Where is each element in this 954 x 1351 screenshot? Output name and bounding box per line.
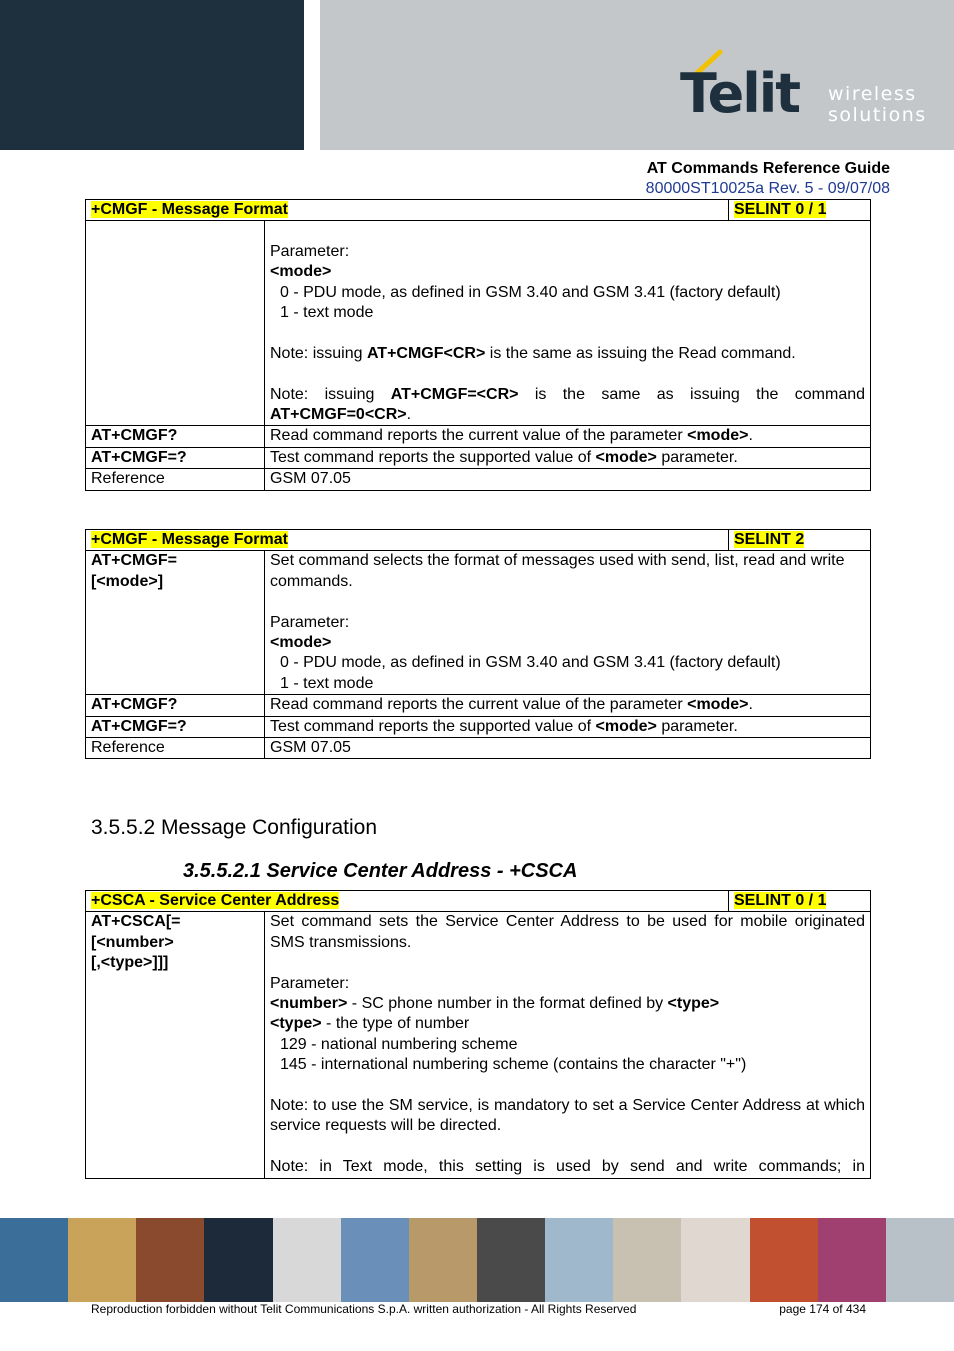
table-title: +CMGF - Message Format: [91, 201, 288, 218]
table-row: Reference GSM 07.05: [86, 469, 871, 490]
doc-title: AT Commands Reference Guide: [646, 160, 890, 177]
set-command: AT+CSCA[= [<number> [,<type>]]]: [91, 913, 181, 972]
table-row: AT+CSCA[= [<number> [,<type>]]] Set command sets the Service Center Address to be used for mobile originated SMS transmissions. Parameter: <number> - SC phone number in the format defined by <type> <type> - the type of number 129 - national numbering scheme 145 - international numbering scheme (contains the character "+") Note: to use the SM service, is mandatory to set a Service Center Address at which service requests will be directed. Note: in Text mode, this setting is used by send and write commands; in: [86, 912, 871, 1178]
table-title: +CSCA - Service Center Address: [91, 892, 340, 909]
note-default: Note: issuing AT+CMGF=<CR> is the same as issuing the command AT+CMGF=0<CR>.: [270, 385, 866, 424]
table-row: Reference GSM 07.05: [86, 738, 871, 759]
page-number: page 174 of 434: [779, 1302, 866, 1316]
mode-label: <mode>: [270, 263, 332, 281]
table-header-row: [86, 530, 871, 551]
selint-badge: SELINT 2: [734, 531, 805, 548]
selint-badge: SELINT 0 / 1: [734, 201, 827, 218]
table-row: AT+CMGF=? Test command reports the supported value of <mode> parameter.: [86, 447, 871, 468]
table-row: AT+CMGF= [<mode>] Set command selects the format of messages used with send, list, read and write commands. Parameter: <mode> 0 - PDU mode, as defined in GSM 3.40 and GSM 3.41 (factory default) 1 - text mode: [86, 551, 871, 695]
table-header-row: [86, 200, 871, 221]
csca-table: [85, 890, 871, 1179]
table-row: AT+CMGF=? Test command reports the supported value of <mode> parameter.: [86, 716, 871, 737]
logo-tagline: wireless solutions: [828, 83, 927, 126]
test-command: AT+CMGF=?: [91, 448, 187, 466]
header-dark-panel: [0, 0, 304, 150]
table-title: +CMGF - Message Format: [91, 531, 288, 548]
table-header-row: [86, 891, 871, 912]
section-heading: 3.5.5.2 Message Configuration: [91, 816, 378, 839]
doc-reference: 80000ST10025a Rev. 5 - 09/07/08: [645, 180, 890, 197]
table-row: AT+CMGF? Read command reports the current value of the parameter <mode>.: [86, 426, 871, 447]
note-read: Note: issuing AT+CMGF<CR> is the same as issuing the Read command.: [270, 344, 796, 362]
set-command: AT+CMGF= [<mode>]: [91, 552, 177, 590]
subsection-heading: 3.5.5.2.1 Service Center Address - +CSCA: [183, 860, 578, 882]
footer-image-strip: [0, 1218, 954, 1302]
table-row: AT+CMGF? Read command reports the current value of the parameter <mode>.: [86, 695, 871, 716]
footer: [91, 1302, 866, 1316]
read-command: AT+CMGF?: [91, 427, 178, 445]
telit-logo: [676, 48, 936, 132]
cmgf-table-selint01: [85, 199, 871, 491]
selint-badge: SELINT 0 / 1: [734, 892, 827, 909]
footer-copyright: Reproduction forbidden without Telit Communications S.p.A. written authorization - All Rights Reserved: [91, 1302, 637, 1316]
logo-brand: Telit: [680, 62, 800, 125]
table-row: Parameter: <mode> 0 - PDU mode, as defined in GSM 3.40 and GSM 3.41 (factory default) 1 - text mode Note: issuing AT+CMGF<CR> is the same as issuing the Read command. Note: issuing AT+CMGF=<CR> is the same as issuing the command AT+CMGF=0<CR>.: [86, 221, 871, 426]
cmgf-table-selint2: [85, 529, 871, 759]
doc-title-block: [646, 159, 890, 199]
